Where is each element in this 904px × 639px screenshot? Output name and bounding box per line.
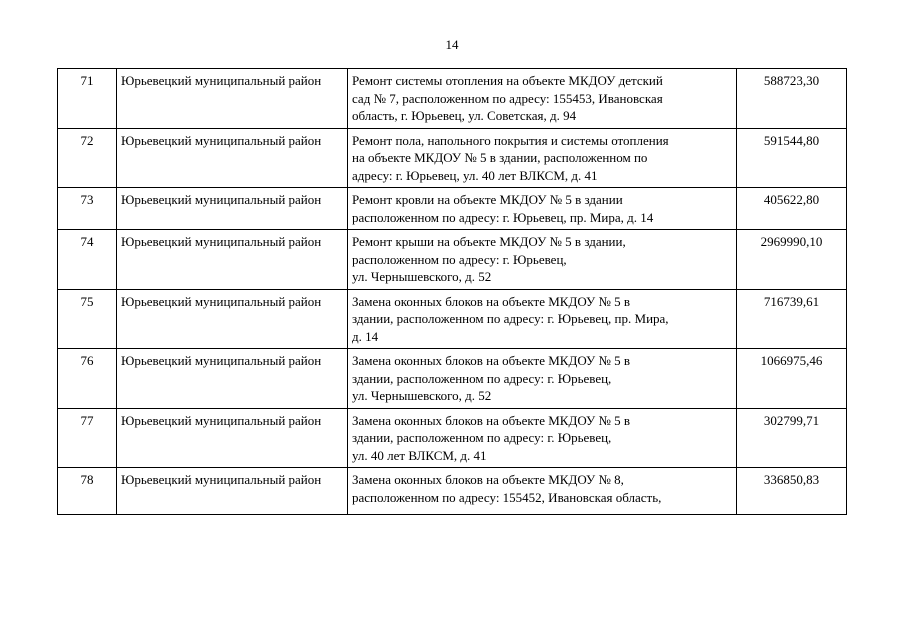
work-description-cell — [348, 230, 737, 290]
work-description-cell — [348, 349, 737, 409]
description-line: Замена оконных блоков на объекте МКДОУ № 5 в — [352, 353, 630, 368]
amount-cell: 588723,30 — [737, 69, 847, 129]
amount-cell: 716739,61 — [737, 289, 847, 349]
table-row — [58, 468, 847, 515]
row-number-cell: 77 — [58, 408, 117, 468]
description-line: область, г. Юрьевец, ул. Советская, д. 94 — [352, 108, 577, 123]
description-line: Замена оконных блоков на объекте МКДОУ № 8, — [352, 472, 624, 487]
amount-cell: 2969990,10 — [737, 230, 847, 290]
table-row — [58, 230, 847, 290]
amount-cell: 302799,71 — [737, 408, 847, 468]
description-line: адресу: г. Юрьевец, ул. 40 лет ВЛКСМ, д. 41 — [352, 167, 598, 183]
amount-cell: 1066975,46 — [737, 349, 847, 409]
work-description-cell — [348, 408, 737, 468]
table-row — [58, 289, 847, 349]
description-line: расположенном по адресу: г. Юрьевец, — [352, 251, 567, 267]
description-line: ул. 40 лет ВЛКСМ, д. 41 — [352, 447, 487, 463]
description-line: Замена оконных блоков на объекте МКДОУ № 5 в — [352, 412, 630, 428]
amount-cell: 336850,83 — [737, 468, 847, 515]
table-row — [58, 349, 847, 409]
table-row — [58, 128, 847, 188]
district-cell: Юрьевецкий муниципальный район — [117, 289, 348, 349]
work-description-cell — [348, 69, 737, 129]
amount-cell: 591544,80 — [737, 128, 847, 188]
table-body — [58, 69, 847, 515]
row-number-cell: 78 — [58, 468, 117, 515]
description-line: здании, расположенном по адресу: г. Юрьевец, — [352, 430, 612, 445]
district-cell: Юрьевецкий муниципальный район — [117, 230, 348, 290]
description-line: ул. Чернышевского, д. 52 — [352, 269, 492, 284]
table-row — [58, 188, 847, 230]
table-row — [58, 69, 847, 129]
district-cell: Юрьевецкий муниципальный район — [117, 69, 348, 129]
description-line: Ремонт системы отопления на объекте МКДОУ детский — [352, 73, 663, 88]
work-description-cell — [348, 468, 737, 515]
description-line: здании, расположенном по адресу: г. Юрьевец, пр. Мира, — [352, 311, 669, 326]
work-description-cell — [348, 128, 737, 188]
district-cell: Юрьевецкий муниципальный район — [117, 349, 348, 409]
district-cell: Юрьевецкий муниципальный район — [117, 128, 348, 188]
district-cell: Юрьевецкий муниципальный район — [117, 188, 348, 230]
description-line: здании, расположенном по адресу: г. Юрьевец, — [352, 370, 612, 386]
district-cell: Юрьевецкий муниципальный район — [117, 468, 348, 515]
description-line: сад № 7, расположенном по адресу: 155453, Ивановская — [352, 90, 663, 106]
row-number-cell: 75 — [58, 289, 117, 349]
description-line: Ремонт пола, напольного покрытия и системы отопления — [352, 132, 669, 148]
row-number-cell: 76 — [58, 349, 117, 409]
work-description-cell — [348, 188, 737, 230]
table-row — [58, 408, 847, 468]
description-line: ул. Чернышевского, д. 52 — [352, 388, 492, 403]
row-number-cell: 72 — [58, 128, 117, 188]
description-line: Ремонт кровли на объекте МКДОУ № 5 в здании — [352, 192, 623, 207]
district-cell: Юрьевецкий муниципальный район — [117, 408, 348, 468]
row-number-cell: 71 — [58, 69, 117, 129]
row-number-cell: 74 — [58, 230, 117, 290]
description-line: на объекте МКДОУ № 5 в здании, расположенном по — [352, 150, 648, 165]
description-line: Замена оконных блоков на объекте МКДОУ № 5 в — [352, 293, 630, 309]
repair-works-table — [57, 68, 847, 515]
page-number: 14 — [445, 37, 459, 52]
description-line: д. 14 — [352, 328, 379, 344]
amount-cell: 405622,80 — [737, 188, 847, 230]
description-line: расположенном по адресу: г. Юрьевец, пр. Мира, д. 14 — [352, 209, 654, 225]
row-number-cell: 73 — [58, 188, 117, 230]
work-description-cell — [348, 289, 737, 349]
description-line: расположенном по адресу: 155452, Ивановская область, — [352, 489, 662, 505]
description-line: Ремонт крыши на объекте МКДОУ № 5 в здании, — [352, 234, 626, 249]
